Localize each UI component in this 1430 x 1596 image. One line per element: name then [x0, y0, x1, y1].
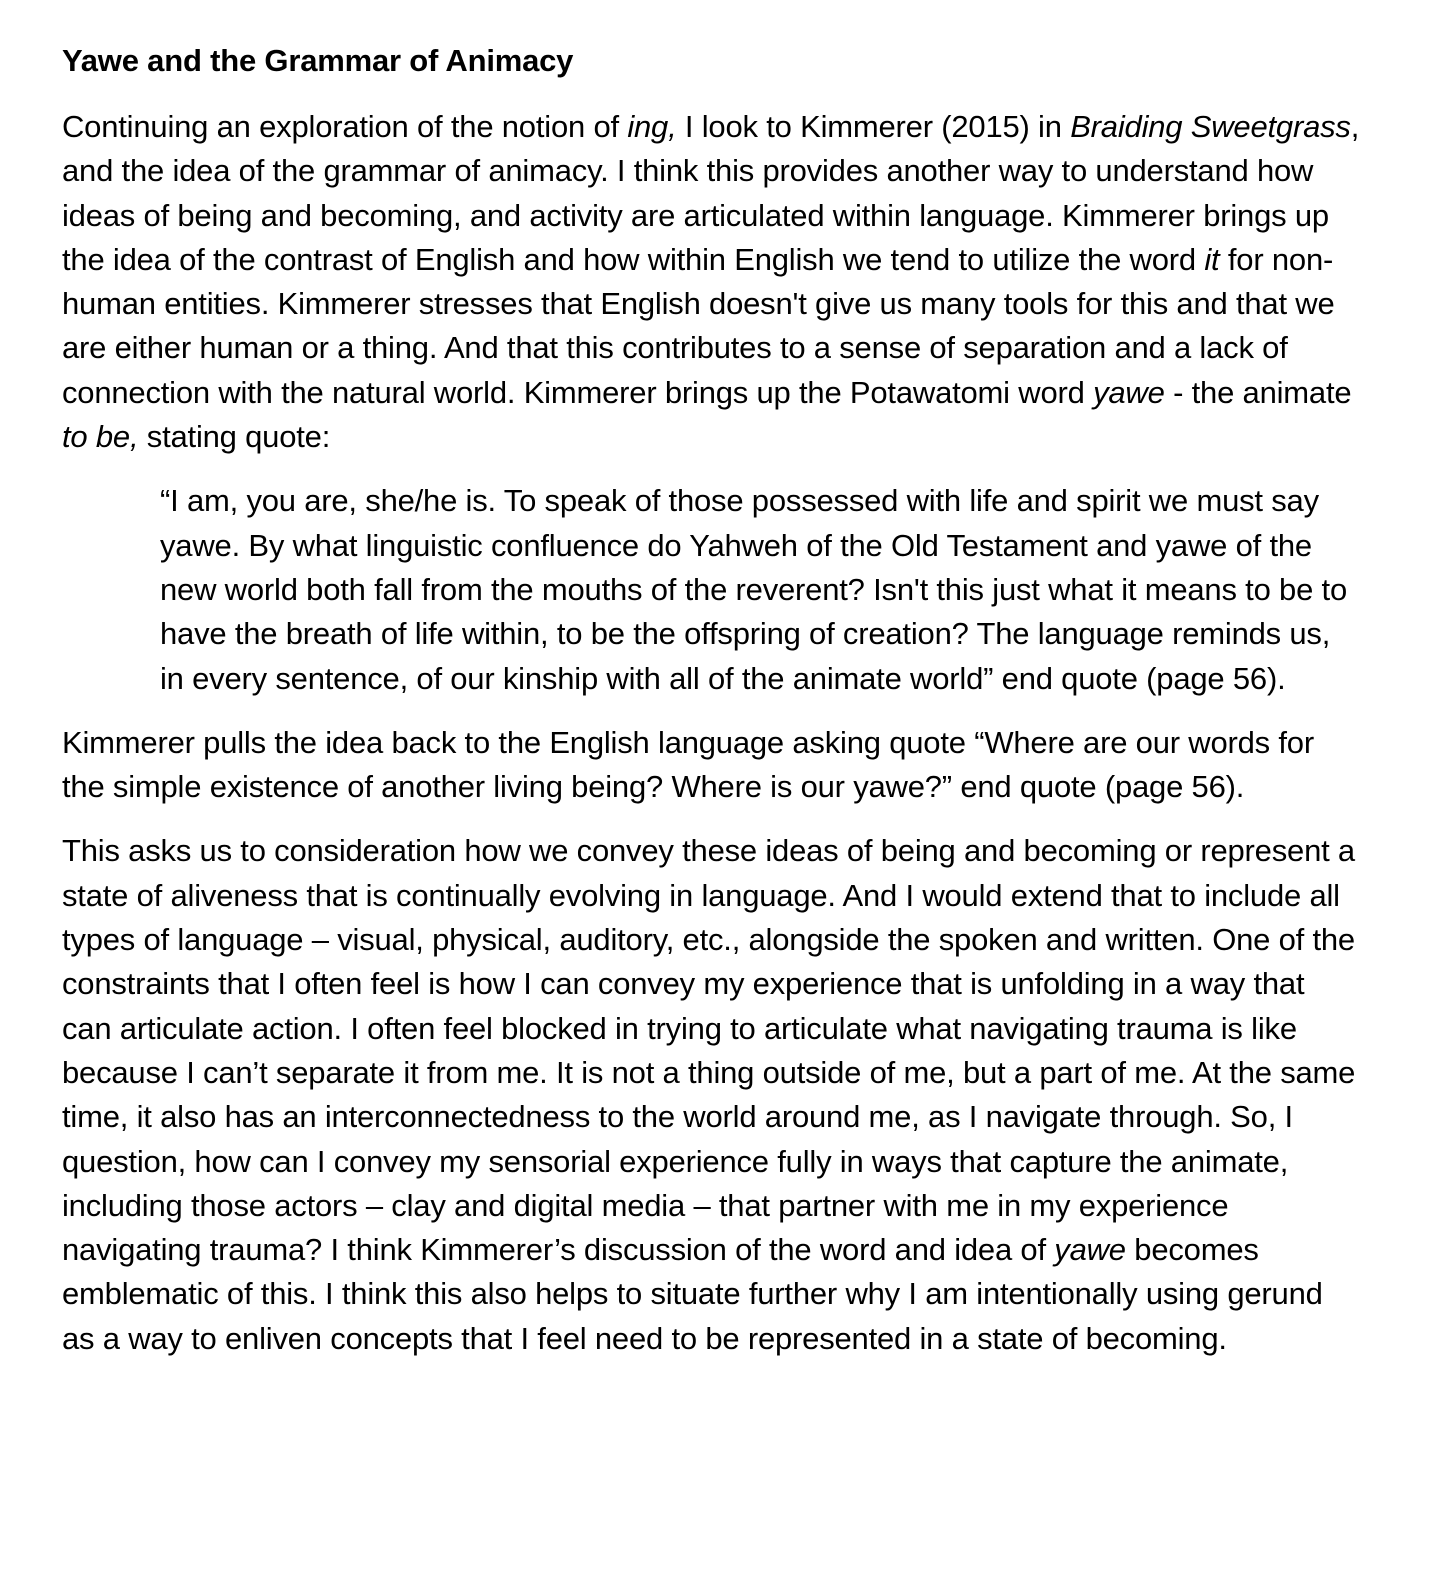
section-heading: Yawe and the Grammar of Animacy	[62, 43, 574, 78]
italic-run: yawe	[1054, 1232, 1126, 1268]
text-run: I look to Kimmerer (2015) in	[676, 109, 1071, 144]
text-run: for non-human entities. Kimmerer stresses that English doesn't give us many tools for this and that we are either human or a thing. And that this contributes to a sense of separation and a lack of connection with the natural world. Kimmerer brings up the Potawatomi word	[62, 241, 1335, 410]
paragraph-yawe-question: Kimmerer pulls the idea back to the English language asking quote “Where are our words for the simple existence of another living being? Where is our yawe?” end quote (page 56).	[62, 724, 1314, 805]
text-run: , and the idea of the grammar of animacy. I think this provides another way to understand how ideas of being and becoming, and activity are articulated within language. Kimmerer brings up the idea of the contrast of English and how within English we tend to utilize the word	[62, 109, 1360, 277]
text-run: Continuing an exploration of the notion of	[62, 109, 628, 144]
document-page	[62, 0, 1372, 1361]
italic-run: yawe	[1093, 374, 1165, 410]
italic-run: ing,	[627, 109, 677, 144]
italic-run: it	[1204, 241, 1220, 277]
text-run: This asks us to consideration how we convey these ideas of being and becoming or represent a state of aliveness that is continually evolving in language. And I would extend that to include all types of language – visual, physical, auditory, etc., alongside the spoken and written. One of the constraints that I often feel is how I can convey my experience that is unfolding in a way that can articulate action. I often feel blocked in trying to articulate what navigating trauma is like because I can’t separate it from me. It is not a thing outside of me, but a part of me. At the same time, it also has an interconnectedness to the world around me, as I navigate through. So, I question, how can I convey my sensorial experience fully in ways that capture the animate, including those actors – clay and digital media – that partner with me in my experience navigating trauma? I think Kimmerer’s discussion of the word and idea of	[62, 833, 1356, 1268]
text-run: - the animate	[1164, 374, 1352, 410]
block-quote	[160, 479, 1350, 700]
block-quote-text: “I am, you are, she/he is. To speak of those possessed with life and spirit we must say yawe. By what linguistic confluence do Yahweh of the Old Testament and yawe of the new world both fall from the mouths of the reverent? Isn't this just what it means to be to have the breath of life within, to be the offspring of creation? The language reminds us, in every sentence, of our kinship with all of the animate world” end quote (page 56).	[160, 483, 1347, 696]
text-run: becomes emblematic of this. I think this also helps to situate further why I am intentionally using gerund as a way to enliven concepts that I feel need to be represented in a state of becoming.	[62, 1232, 1323, 1356]
paragraph-intro	[62, 105, 1372, 459]
book-title: Braiding Sweetgrass	[1070, 109, 1351, 144]
italic-run: to be,	[62, 419, 139, 455]
paragraph-reflection	[62, 829, 1362, 1361]
text-run: stating quote:	[138, 419, 331, 455]
